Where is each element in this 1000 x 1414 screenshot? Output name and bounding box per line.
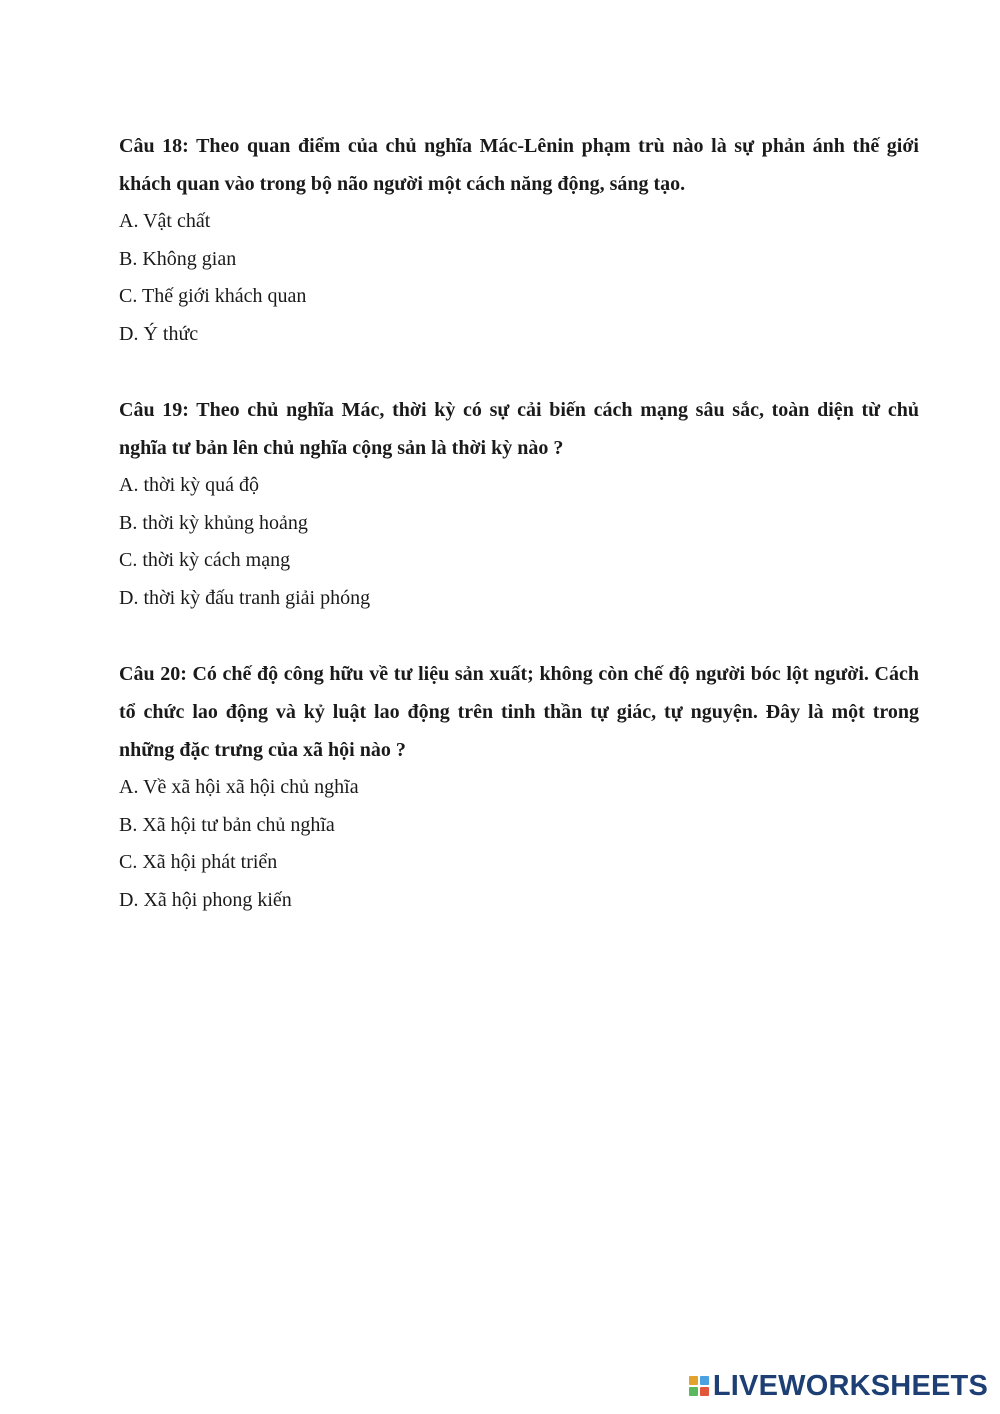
option-b[interactable]: B. Không gian xyxy=(119,247,237,270)
logo-tile-e xyxy=(700,1387,709,1396)
option-c[interactable]: C. thời kỳ cách mạng xyxy=(119,549,291,572)
option-b[interactable]: B. Xã hội tư bản chủ nghĩa xyxy=(119,813,335,836)
question-text: Câu 20: Có chế độ công hữu về tư liệu sản xuất; không còn chế độ người bóc lột người. Cách tổ chức lao động và kỷ luật lao động trên tinh thần tự giác, tự nguyện. Đây là một trong những đặc trưng của xã hội nào ? xyxy=(119,663,919,761)
logo-tile-i xyxy=(700,1376,709,1385)
option-d[interactable]: D. Ý thức xyxy=(119,323,199,346)
question-19 xyxy=(119,391,919,618)
option-c[interactable]: C. Thế giới khách quan xyxy=(119,285,307,308)
logo-tile-l xyxy=(689,1376,698,1385)
question-18 xyxy=(119,127,919,354)
option-d[interactable]: D. Xã hội phong kiến xyxy=(119,889,292,912)
option-d[interactable]: D. thời kỳ đấu tranh giải phóng xyxy=(119,587,371,610)
option-b[interactable]: B. thời kỳ khủng hoảng xyxy=(119,511,308,534)
logo-tile-v xyxy=(689,1387,698,1396)
liveworksheets-logo xyxy=(689,1368,988,1404)
liveworksheets-wordmark: LIVEWORKSHEETS xyxy=(712,1369,988,1402)
option-c[interactable]: C. Xã hội phát triển xyxy=(119,851,278,874)
question-text: Câu 19: Theo chủ nghĩa Mác, thời kỳ có sự cải biến cách mạng sâu sắc, toàn diện từ chủ nghĩa tư bản lên chủ nghĩa cộng sản là thời kỳ nào ? xyxy=(119,399,919,459)
option-a[interactable]: A. Vật chất xyxy=(119,210,211,232)
question-text: Câu 18: Theo quan điểm của chủ nghĩa Mác-Lênin phạm trù nào là sự phản ánh thế giới khách quan vào trong bộ não người một cách năng động, sáng tạo. xyxy=(119,135,919,195)
option-a[interactable]: A. Về xã hội xã hội chủ nghĩa xyxy=(119,776,359,798)
liveworksheets-logo-icon xyxy=(689,1376,709,1396)
option-a[interactable]: A. thời kỳ quá độ xyxy=(119,474,260,496)
question-20 xyxy=(119,655,919,920)
